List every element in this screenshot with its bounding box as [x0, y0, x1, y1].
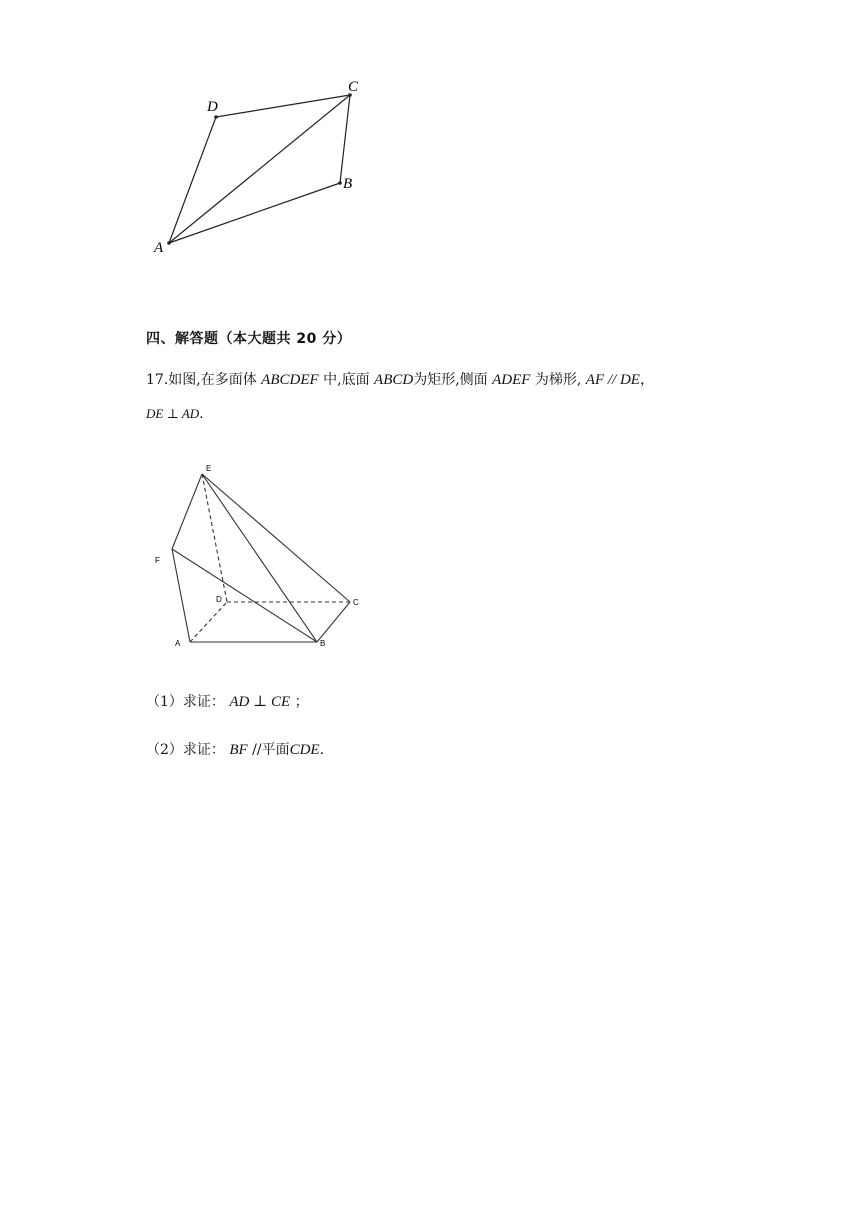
question-1-math: AD ⊥ CE [229, 694, 291, 710]
figure-quadrilateral-abcd [140, 70, 380, 270]
edge-cb [340, 95, 350, 183]
question-1-suffix: ； [294, 694, 309, 710]
question-2-line-bf: BF [229, 742, 248, 758]
problem-text-2: 中,底面 [323, 372, 370, 388]
edge-ba [169, 183, 340, 243]
edge-fa [172, 549, 190, 642]
label-a: A [154, 240, 164, 256]
problem-17-line-1 [146, 370, 654, 390]
label-e: E [206, 464, 212, 473]
question-2 [146, 740, 324, 760]
question-1-prefix: （1）求证： [146, 694, 225, 710]
condition-af-parallel-de: AF // DE [585, 372, 640, 388]
section-heading: 四、解答题（本大题共 20 分） [146, 331, 352, 347]
edge-fb [172, 549, 317, 642]
label-f: F [155, 556, 160, 565]
problem-text-1: 如图,在多面体 [168, 372, 257, 388]
label-b: B [320, 639, 326, 648]
question-2-parallel: // [252, 742, 262, 758]
question-1 [146, 692, 309, 712]
polyhedron-name: ABCDEF [261, 372, 319, 388]
problem-17-line-2 [146, 404, 204, 424]
problem-text-4: 为梯形, [534, 372, 582, 388]
side-face-name: ADEF [492, 372, 531, 388]
problem-text-3: 为矩形,侧面 [413, 372, 488, 388]
label-a: A [175, 639, 181, 648]
edge-ef [172, 474, 202, 549]
problem-number: 17. [146, 372, 169, 388]
label-c: C [348, 79, 359, 95]
condition-de-perp-ad: DE ⊥ AD [146, 406, 200, 421]
edge-bc [317, 602, 350, 642]
base-name: ABCD [374, 372, 414, 388]
edge-dc [216, 95, 350, 117]
label-d: D [216, 595, 222, 604]
label-b: B [343, 176, 353, 192]
comma: ， [639, 372, 654, 388]
edge-ad-hidden [190, 602, 227, 642]
question-2-prefix: （2）求证： [146, 742, 225, 758]
figure-polyhedron-abcdef [150, 458, 370, 658]
label-d: D [207, 99, 218, 115]
question-2-plane-cde: CDE [289, 742, 320, 758]
period: . [199, 406, 204, 422]
label-c: C [353, 598, 359, 607]
question-2-text: 平面 [261, 742, 290, 758]
question-2-suffix: . [319, 742, 325, 758]
